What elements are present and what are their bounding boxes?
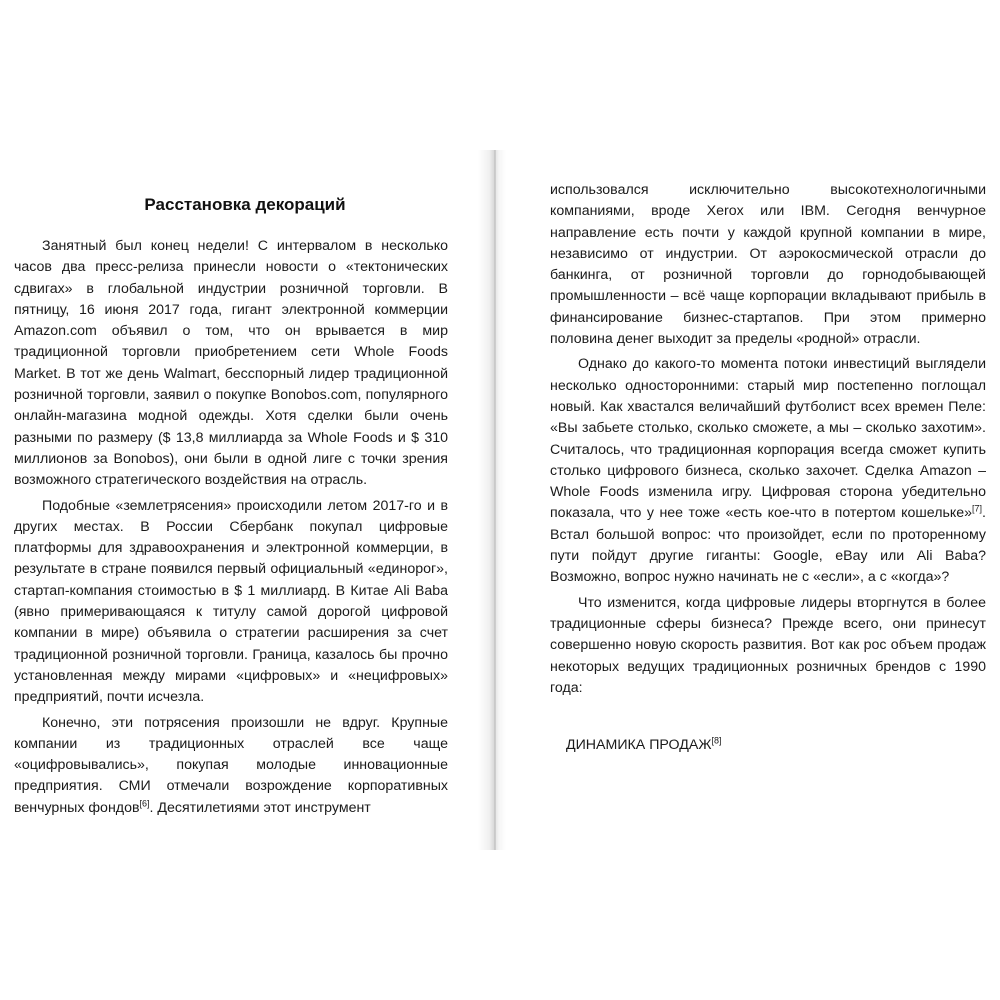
paragraph-2: Подобные «землетрясения» происходили летом 2017-го и в других местах. В России Сбербанк покупал цифровые платформы для здравоохранения и электронной коммерции, в результате в стране появился первый официальный «единорог», стартап-компания стоимостью в $ 1 миллиард. В Китае Ali Baba (явно примеривающаяся к титулу самой дорогой цифровой компании в мире) объявила о стратегии расширения за счет традиционной розничной торговли. Граница, казалось бы прочно установленная между мирами «цифровых» и «нецифровых» предприятий, почти исчезла. (14, 497, 448, 706)
left-page (0, 0, 490, 1000)
paragraph-4 (550, 354, 986, 588)
paragraph-4-tail: . Встал большой вопрос: что произойдет, если по проторенному пути пойдут другие гиганты: Google, eBay или Ali Baba? Возможно, вопрос нужно начинать не с «если», а с «когда»? (550, 505, 986, 586)
paragraph-5: Что изменится, когда цифровые лидеры вторгнутся в более традиционные сферы бизнеса? Прежде всего, они принесут совершенно новую скорость развития. Вот как рос объем продаж некоторых ведущих традиционных розничных брендов с 1990 года: (550, 594, 986, 696)
figure-caption (550, 735, 986, 756)
paragraph-3-tail: . Десятилетиями этот инструмент (149, 799, 371, 816)
right-page (500, 0, 1000, 1000)
chapter-title: Расстановка декораций (144, 195, 346, 214)
paragraph-continued: использовался исключительно высокотехнологичными компаниями, вроде Xerox или IBM. Сегодня венчурное направление есть почти у каждой крупной компании в мире, независимо от индустрии. От аэрокосмической отрасли до банкинга, от розничной торговли до горнодобывающей промышленности – всё чаще корпорации вкладывают прибыль в финансирование бизнес-стартапов. При этом примерно половина денег выходит за пределы «родной» отрасли. (550, 182, 986, 348)
footnote-ref-6[interactable]: [6] (139, 797, 150, 808)
footnote-ref-8[interactable]: [8] (711, 735, 722, 746)
footnote-ref-7[interactable]: [7] (972, 503, 983, 514)
paragraph-1: Занятный был конец недели! С интервалом в несколько часов два пресс-релиза принесли новости о «тектонических сдвигах» в глобальной индустрии розничной торговли. В пятницу, 16 июня 2017 года, гигант электронной коммерции Amazon.com объявил о том, что он врывается в мир традиционной торговли приобретением сети Whole Foods Market. В тот же день Walmart, бесспорный лидер традиционной розничной торговли, заявил о покупке Bonobos.com, популярного онлайн-магазина модной одежды. Хотя сделки были очень разными по размеру ($ 13,8 миллиарда за Whole Foods и $ 310 миллионов за Bonobos), они были в одной лиге с точки зрения возможного стратегического воздействия на отрасль. (14, 238, 448, 489)
paragraph-3 (14, 713, 448, 819)
paragraph-4-text: Однако до какого-то момента потоки инвестиций выглядели несколько односторонними: старый мир постепенно поглощал новый. Как хвастался величайший футболист всех времен Пеле: «Вы забьете столько, сколько сможете, а мы – сколько захотим». Считалось, что традиционная корпорация всегда сможет купить столько цифрового бизнеса, сколько захочет. Сделка Amazon – Whole Foods изменила игру. Цифровая сторона убедительно показала, что у нее тоже «есть кое-что в потертом кошельке» (550, 356, 986, 522)
gutter-fold (494, 150, 496, 850)
caption-text: ДИНАМИКА ПРОДАЖ (566, 737, 712, 754)
paragraph-3-text: Конечно, эти потрясения произошли не вдруг. Крупные компании из традиционных отраслей все чаще «оцифровывались», покупая молодые инновационные предприятия. СМИ отмечали возрождение корпоративных венчурных фондов (14, 714, 448, 816)
